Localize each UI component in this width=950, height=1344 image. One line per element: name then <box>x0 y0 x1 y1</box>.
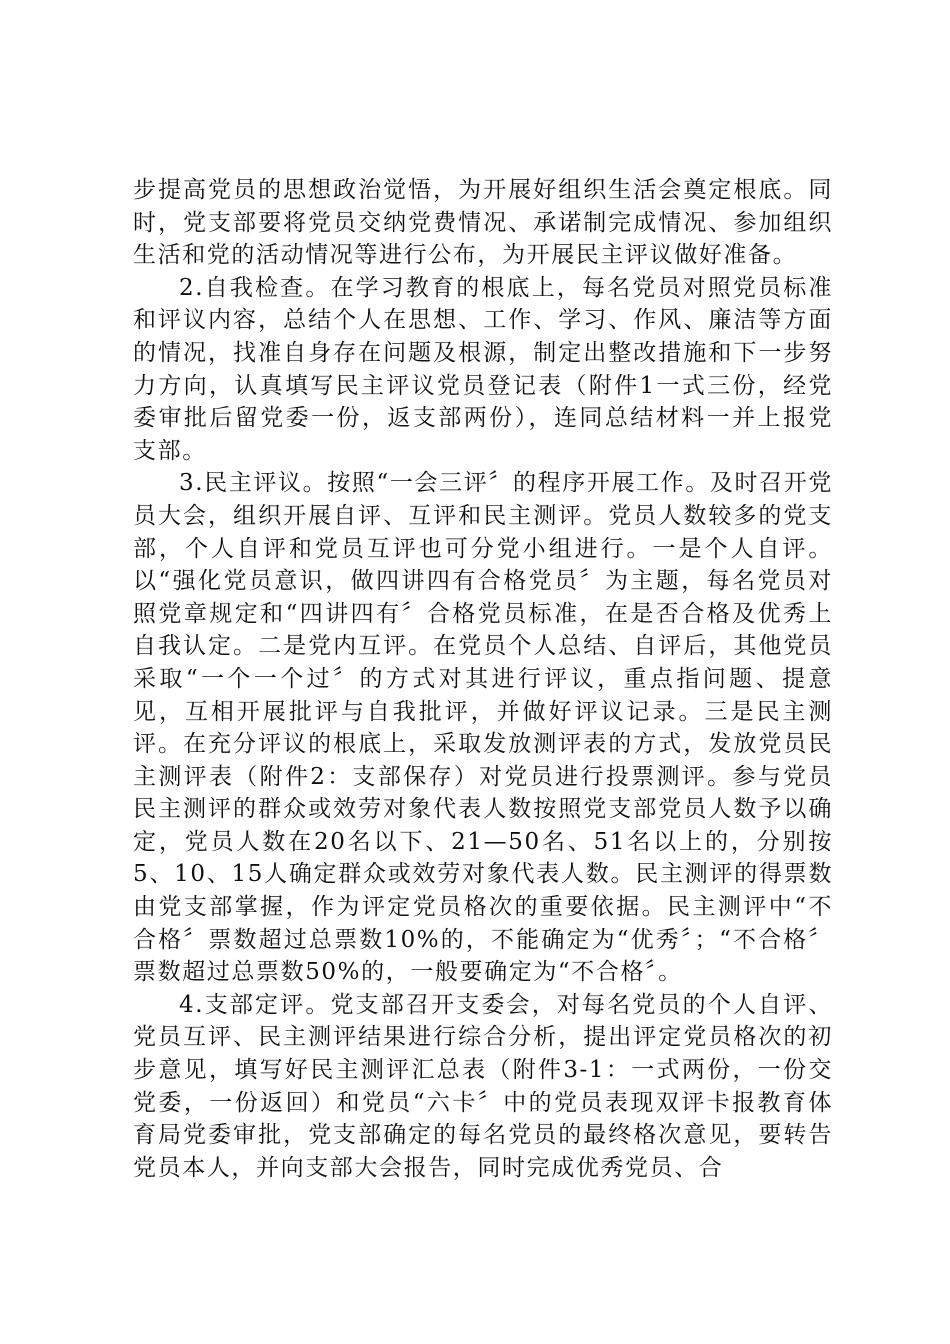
paragraph-branch-evaluation: 4.支部定评。党支部召开支委会，对每名党员的个人自评、党员互评、民主测评结果进行综合分析，提出评定党员格次的初步意见，填写好民主测评汇总表（附件3-1：一式两份，一份交党委，一份返回）和党员“六卡〞中的党员表现双评卡报教育体育局党委审批，党支部确定的每名党员的最终格次意见，要转告党员本人，并向支部大会报告，同时完成优秀党员、合 <box>133 991 833 1181</box>
paragraph-continuation: 步提高党员的思想政治觉悟，为开展好组织生活会奠定根底。同时，党支部要将党员交纳党费情况、承诺制完成情况、参加组织生活和党的活动情况等进行公布，为开展民主评议做好准备。 <box>133 177 833 269</box>
paragraph-self-check: 2.自我检查。在学习教育的根底上，每名党员对照党员标准和评议内容，总结个人在思想、工作、学习、作风、廉洁等方面的情况，找准自身存在问题及根源，制定出整改措施和下一步努力方向，认真填写民主评议党员登记表（附件1一式三份，经党委审批后留党委一份，返支部两份），连同总结材料一并上报党支部。 <box>133 274 833 464</box>
paragraph-democratic-review: 3.民主评议。按照“一会三评〞的程序开展工作。及时召开党员大会，组织开展自评、互评和民主测评。党员人数较多的党支部，个人自评和党员互评也可分党小组进行。一是个人自评。以“强化党员意识，做四讲四有合格党员〞为主题，每名党员对照党章规定和“四讲四有〞合格党员标准，在是否合格及优秀上自我认定。二是党内互评。在党员个人总结、自评后，其他党员采取“一个一个过〞的方式对其进行评议，重点指问题、提意见，互相开展批评与自我批评，并做好评议记录。三是民主测评。在充分评议的根底上，采取发放测评表的方式，发放党员民主测评表（附件2：支部保存）对党员进行投票测评。参与党员民主测评的群众或效劳对象代表人数按照党支部党员人数予以确定，党员人数在20名以下、21—50名、51名以上的，分别按5、10、15人确定群众或效劳对象代表人数。民主测评的得票数由党支部掌握，作为评定党员格次的重要依据。民主测评中“不合格〞票数超过总票数10%的，不能确定为“优秀〞；“不合格〞票数超过总票数50%的，一般要确定为“不合格〞。 <box>133 470 833 986</box>
document-body <box>133 174 833 1184</box>
